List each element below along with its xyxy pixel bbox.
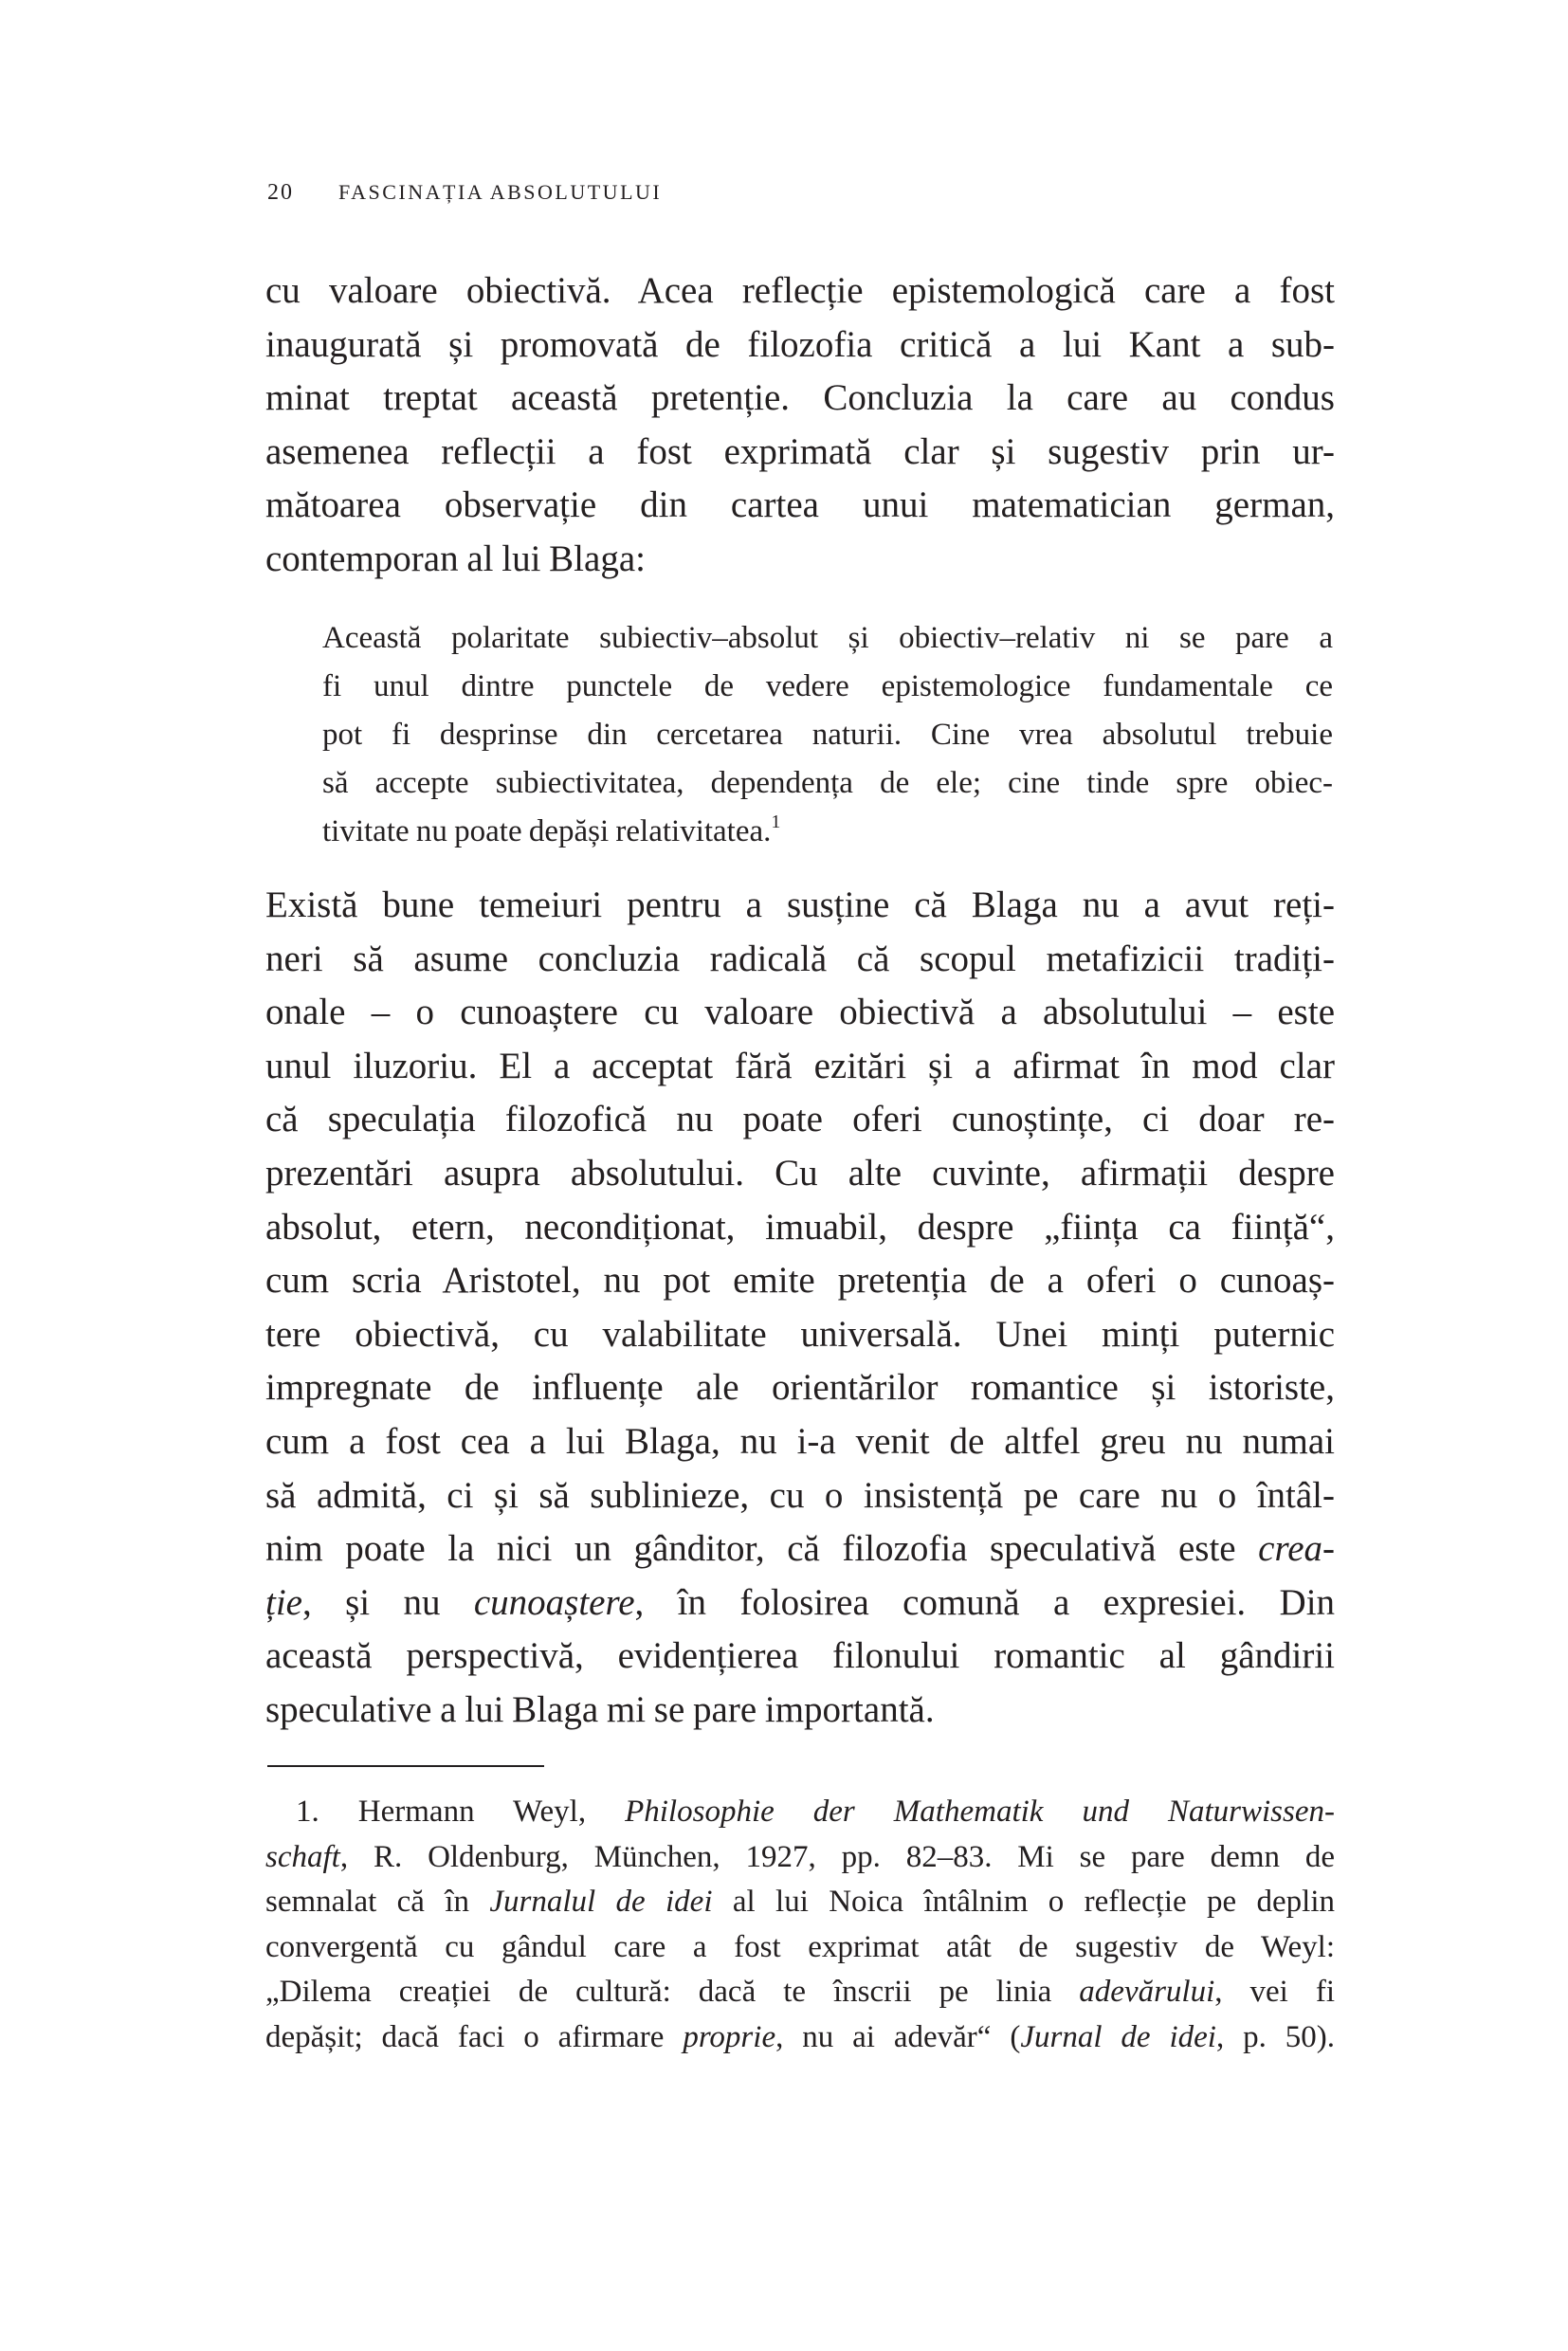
text-line: să admită, ci și să sublinieze, cu o insistență pe care nu o întâl- xyxy=(265,1474,1335,1516)
emphasis: ție xyxy=(265,1581,302,1623)
text-fragment: depășit; dacă faci o afirmare xyxy=(265,2019,665,2054)
footnote-line xyxy=(265,1790,1335,1835)
footnote-1 xyxy=(265,1790,1335,2061)
text-line: Există bune temeiuri pentru a susține că Blaga nu a avut reți- xyxy=(265,884,1335,925)
quote-line: Această polaritate subiectiv–absolut și obiectiv–relativ ni se pare a xyxy=(322,621,1333,655)
emphasis: proprie xyxy=(683,2019,776,2054)
running-head-title: FASCINAȚIA ABSOLUTULUI xyxy=(338,180,663,204)
journal-title: Jurnal de idei xyxy=(1020,2019,1216,2054)
text-line xyxy=(265,1522,1335,1576)
footnote-line xyxy=(265,1835,1335,1881)
text-line: cum a fost cea a lui Blaga, nu i-a venit de altfel greu nu numai xyxy=(265,1420,1335,1462)
text-line: unul iluzoriu. El a acceptat fără ezitări și a afirmat în mod clar xyxy=(265,1045,1335,1086)
text-line: onale – o cunoaștere cu valoare obiectivă a absolutului – este xyxy=(265,992,1335,1033)
text-line: prezentări asupra absolutului. Cu alte cuvinte, afirmații despre xyxy=(265,1152,1335,1194)
page-number: 20 xyxy=(267,180,294,205)
text-line: această perspectivă, evidențierea filonului romantic al gândirii xyxy=(265,1635,1335,1677)
text-fragment: Hermann Weyl, xyxy=(357,1795,587,1829)
text-line xyxy=(265,1576,1335,1631)
text-line: contemporan al lui Blaga: xyxy=(265,538,646,579)
footnote-number: 1. xyxy=(296,1795,319,1829)
text-line: tere obiectivă, cu valabilitate universală. Unei minți puternic xyxy=(265,1313,1335,1355)
text-fragment: semnalat că în xyxy=(265,1885,469,1920)
text-fragment: , nu ai adevăr“ ( xyxy=(775,2019,1021,2054)
text-line: asemenea reflecții a fost exprimată clar și sugestiv prin ur- xyxy=(265,430,1335,472)
text-line: minat treptat această pretenție. Concluzia la care au condus xyxy=(265,377,1335,419)
text-fragment: „Dilema creației de cultură: dacă te înscrii pe linia xyxy=(265,1975,1052,2010)
text-fragment: , R. Oldenburg, München, 1927, pp. 82–83. Mi se pare demn de xyxy=(339,1839,1335,1874)
text-line: neri să asume concluzia radicală că scopul metafizicii tradiți- xyxy=(265,938,1335,979)
text-fragment: nim poate la nici un gânditor, că filozofia speculativă este xyxy=(265,1528,1236,1570)
text-line: cu valoare obiectivă. Acea reflecție epistemologică care a fost xyxy=(265,270,1335,311)
footnote-line xyxy=(265,1970,1335,2015)
paragraph-1 xyxy=(265,264,1335,587)
text-fragment: , vei fi xyxy=(1214,1975,1335,2010)
text-line: absolut, etern, necondiționat, imuabil, despre „ființa ca ființă“, xyxy=(265,1206,1335,1248)
running-head xyxy=(267,180,662,206)
footnote-line xyxy=(265,2015,1335,2061)
paragraph-2 xyxy=(265,879,1335,1738)
book-title: Philosophie der Mathematik und Naturwissen- xyxy=(625,1795,1335,1829)
text-line: inaugurată și promovată de filozofia critică a lui Kant a sub- xyxy=(265,323,1335,365)
text-line: speculative a lui Blaga mi se pare importantă. xyxy=(265,1688,935,1730)
text-fragment: , p. 50). xyxy=(1215,2019,1336,2054)
text-line: cum scria Aristotel, nu pot emite pretenția de a oferi o cunoaș- xyxy=(265,1260,1335,1302)
quote-line: să accepte subiectivitatea, dependența de ele; cine tinde spre obiec- xyxy=(322,766,1333,800)
emphasis: cunoaștere xyxy=(473,1581,635,1623)
text-line: mătoarea observație din cartea unui matematician german, xyxy=(265,484,1335,526)
text-line: că speculația filozofică nu poate oferi cunoștințe, ci doar re- xyxy=(265,1099,1335,1140)
book-title: schaft xyxy=(265,1839,340,1874)
footnote-separator xyxy=(267,1765,544,1767)
block-quote xyxy=(322,614,1333,856)
footnote-line xyxy=(265,1880,1335,1925)
journal-title: Jurnalul de idei xyxy=(489,1885,713,1920)
quote-line xyxy=(322,808,1333,856)
text-line: impregnate de influențe ale orientărilor romantice și istoriste, xyxy=(265,1367,1335,1409)
emphasis: crea- xyxy=(1258,1528,1335,1570)
text-fragment: , și nu xyxy=(301,1581,441,1623)
quote-line: fi unul dintre punctele de vedere epistemologice fundamentale ce xyxy=(322,669,1333,703)
quote-line-text: tivitate nu poate depăși relativitatea. xyxy=(322,814,772,848)
text-fragment: , în folosirea comună a expresiei. Din xyxy=(634,1581,1336,1623)
emphasis: adevărului xyxy=(1079,1975,1215,2010)
quote-line: pot fi desprinse din cercetarea naturii. Cine vrea absolutul trebuie xyxy=(322,718,1333,752)
footnote-line: convergentă cu gândul care a fost exprimat atât de sugestiv de Weyl: xyxy=(265,1929,1335,1964)
footnote-reference[interactable]: 1 xyxy=(771,811,781,832)
text-fragment: al lui Noica întâlnim o reflecție pe deplin xyxy=(732,1885,1335,1920)
